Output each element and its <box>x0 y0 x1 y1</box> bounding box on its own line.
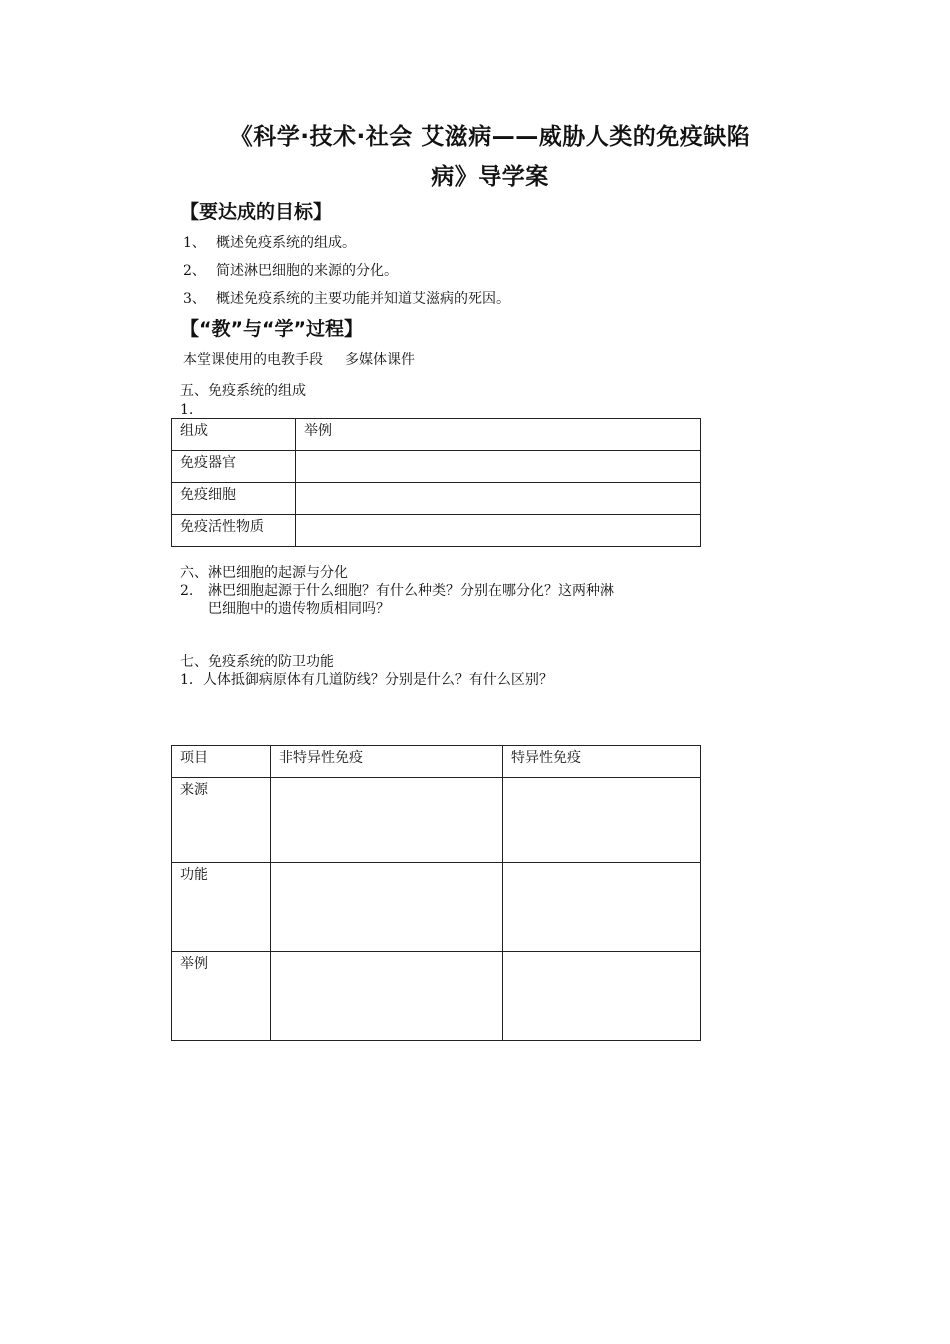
document-title-line1: 《科学·技术·社会 艾滋病——威胁人类的免疫缺陷 <box>229 124 751 150</box>
goal-item-2 <box>183 261 398 281</box>
table-row <box>172 952 701 1041</box>
section5-question-number: 1. <box>180 402 194 418</box>
header-cell: 特异性免疫 <box>503 746 701 778</box>
goals-heading: 【要达成的目标】 <box>180 201 333 223</box>
goal-item-3 <box>183 289 510 309</box>
table-header-row <box>172 746 701 778</box>
answer-cell[interactable] <box>271 863 503 952</box>
table-row <box>172 863 701 952</box>
media-line <box>183 350 415 370</box>
goal-number: 1、 <box>183 235 206 251</box>
row-label: 免疫活性物质 <box>172 515 296 547</box>
answer-cell[interactable] <box>296 483 701 515</box>
header-cell: 组成 <box>172 419 296 451</box>
row-label: 功能 <box>172 863 271 952</box>
goal-number: 3、 <box>183 291 206 307</box>
section6-question-line2: 巴细胞中的遗传物质相同吗？ <box>208 601 390 617</box>
row-label: 免疫细胞 <box>172 483 296 515</box>
answer-cell[interactable] <box>296 451 701 483</box>
answer-cell[interactable] <box>271 778 503 863</box>
section6-title: 六、淋巴细胞的起源与分化 <box>180 565 348 581</box>
immune-composition-table <box>171 418 701 547</box>
row-label: 举例 <box>172 952 271 1041</box>
table-header-row <box>172 419 701 451</box>
section5-title: 五、免疫系统的组成 <box>180 383 306 399</box>
media-label: 本堂课使用的电教手段 <box>183 352 323 368</box>
goal-text: 简述淋巴细胞的来源的分化。 <box>216 263 398 279</box>
table-row <box>172 483 701 515</box>
answer-cell[interactable] <box>503 952 701 1041</box>
media-value: 多媒体课件 <box>345 352 415 368</box>
document-title-line2: 病》导学案 <box>431 164 549 190</box>
answer-cell[interactable] <box>503 863 701 952</box>
section7-title: 七、免疫系统的防卫功能 <box>180 654 334 670</box>
row-label: 来源 <box>172 778 271 863</box>
goal-text: 概述免疫系统的主要功能并知道艾滋病的死因。 <box>216 291 510 307</box>
section6-question-number: 2. <box>180 583 194 599</box>
answer-cell[interactable] <box>271 952 503 1041</box>
header-cell: 非特异性免疫 <box>271 746 503 778</box>
section7-question: 1．人体抵御病原体有几道防线？分别是什么？有什么区别？ <box>180 672 553 688</box>
answer-cell[interactable] <box>296 515 701 547</box>
immunity-comparison-table <box>171 745 701 1041</box>
goal-text: 概述免疫系统的组成。 <box>216 235 356 251</box>
table-row <box>172 778 701 863</box>
header-cell: 举例 <box>296 419 701 451</box>
process-heading: 【“教”与“学”过程】 <box>180 318 363 340</box>
answer-cell[interactable] <box>503 778 701 863</box>
goal-number: 2、 <box>183 263 206 279</box>
row-label: 免疫器官 <box>172 451 296 483</box>
goal-item-1 <box>183 233 356 253</box>
table-row <box>172 515 701 547</box>
table-row <box>172 451 701 483</box>
section6-question-line1: 淋巴细胞起源于什么细胞？有什么种类？分别在哪分化？这两种淋 <box>208 583 614 599</box>
header-cell: 项目 <box>172 746 271 778</box>
